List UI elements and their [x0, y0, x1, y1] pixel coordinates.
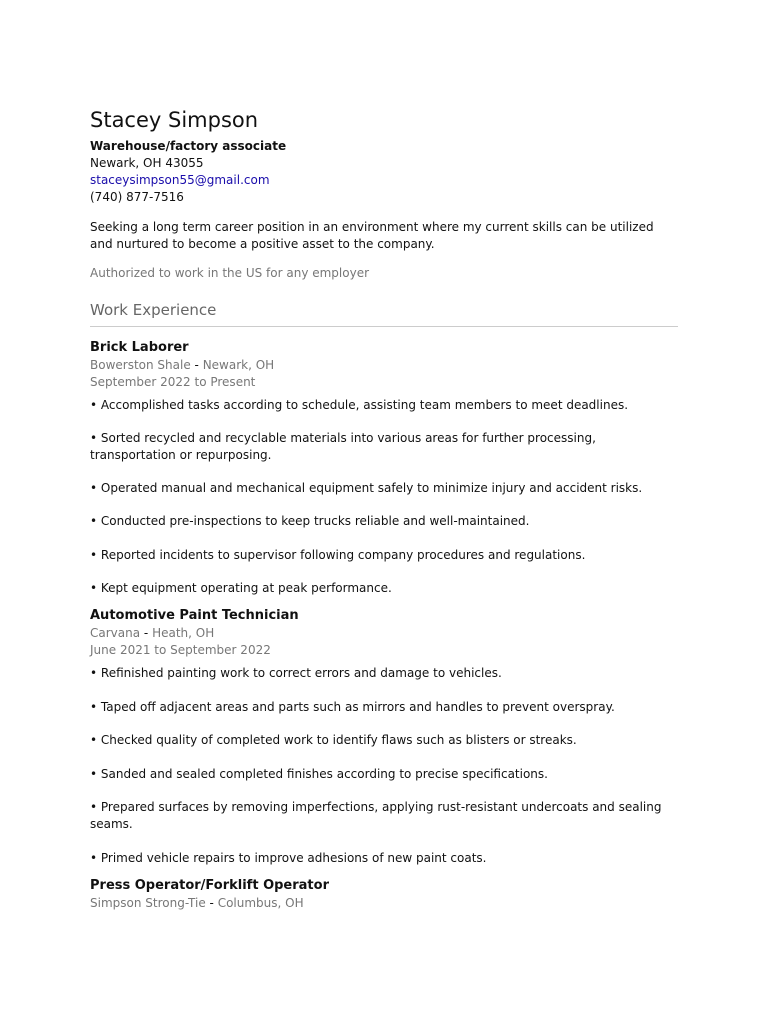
job-separator: -: [190, 358, 203, 372]
job-dates: June 2021 to September 2022: [90, 643, 271, 657]
job-company: Bowerston Shale: [90, 358, 191, 372]
job-company-line: [90, 625, 678, 642]
job-bullet: • Sorted recycled and recyclable materials into various areas for further processing, transportation or repurposing.: [90, 431, 596, 462]
job-bullet: • Conducted pre-inspections to keep trucks reliable and well-maintained.: [90, 514, 530, 528]
candidate-summary: Seeking a long term career position in an environment where my current skills can be utilized and nurtured to become a positive asset to the company.: [90, 220, 654, 251]
job-title: Automotive Paint Technician: [90, 608, 299, 623]
job-separator: -: [140, 626, 153, 640]
job-entry: [90, 877, 678, 912]
job-location: Newark, OH: [202, 358, 275, 372]
job-bullet-list: [90, 397, 678, 597]
job-bullet: • Accomplished tasks according to schedule, assisting team members to meet deadlines.: [90, 398, 629, 412]
job-company-line: [90, 895, 678, 912]
job-bullet: • Taped off adjacent areas and parts such as mirrors and handles to prevent overspray.: [90, 700, 615, 714]
work-authorization: Authorized to work in the US for any employer: [90, 266, 370, 280]
job-separator: -: [205, 896, 218, 910]
job-bullet: • Checked quality of completed work to identify flaws such as blisters or streaks.: [90, 733, 577, 747]
job-title: Press Operator/Forklift Operator: [90, 878, 329, 893]
job-bullet: • Operated manual and mechanical equipment safely to minimize injury and accident risks.: [90, 481, 643, 495]
candidate-name: Stacey Simpson: [90, 108, 259, 132]
job-bullet: • Kept equipment operating at peak performance.: [90, 581, 392, 595]
job-bullet-list: [90, 665, 678, 867]
resume-page: [90, 106, 678, 912]
job-entry: [90, 339, 678, 597]
job-location: Columbus, OH: [217, 896, 304, 910]
job-company: Simpson Strong-Tie: [90, 896, 206, 910]
job-dates: September 2022 to Present: [90, 375, 256, 389]
job-company-line: [90, 357, 678, 374]
job-title: Brick Laborer: [90, 340, 189, 355]
job-bullet: • Reported incidents to supervisor following company procedures and regulations.: [90, 548, 586, 562]
job-bullet: • Prepared surfaces by removing imperfections, applying rust-resistant undercoats and sealing seams.: [90, 800, 662, 831]
work-experience-heading: Work Experience: [90, 300, 678, 327]
job-entry: [90, 607, 678, 867]
candidate-phone: (740) 877-7516: [90, 190, 184, 204]
candidate-location: Newark, OH 43055: [90, 156, 204, 170]
candidate-headline: Warehouse/factory associate: [90, 139, 287, 153]
candidate-email-link[interactable]: staceysimpson55@gmail.com: [90, 173, 270, 187]
job-company: Carvana: [90, 626, 141, 640]
job-bullet: • Sanded and sealed completed finishes according to precise specifications.: [90, 767, 548, 781]
job-bullet: • Refinished painting work to correct errors and damage to vehicles.: [90, 666, 502, 680]
job-location: Heath, OH: [152, 626, 215, 640]
job-bullet: • Primed vehicle repairs to improve adhesions of new paint coats.: [90, 851, 487, 865]
